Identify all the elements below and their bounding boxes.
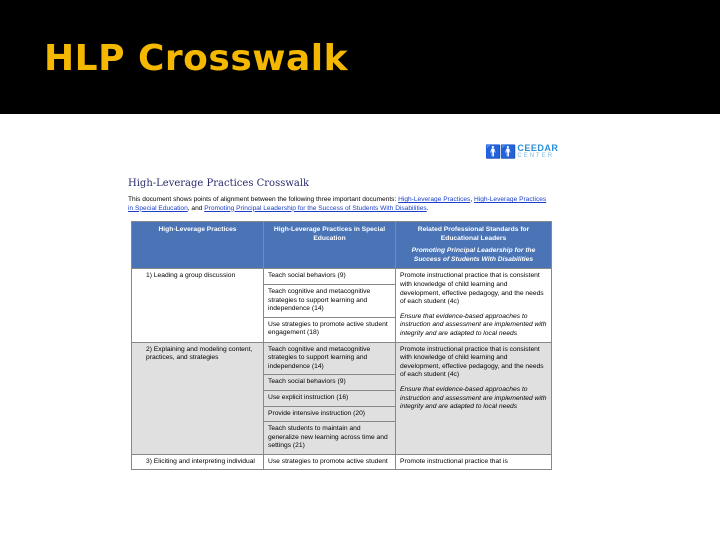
header-standards [396, 222, 552, 269]
practice-cell: 2) Explaining and modeling content, practices, and strategies [132, 342, 264, 454]
table-row [132, 454, 552, 470]
special-ed-cell [264, 342, 396, 454]
header-standards-title: Related Professional Standards for Educational Leaders [417, 226, 530, 242]
table-row [132, 342, 552, 454]
crosswalk-table [131, 221, 552, 470]
standard-cell: Promote instructional practice that is [396, 454, 552, 470]
document-intro [128, 196, 548, 213]
standard-cell [396, 342, 552, 454]
header-hlp: High-Leverage Practices [132, 222, 264, 269]
header-standards-subtitle: Promoting Principal Leadership for the Success of Students With Disabilities [411, 247, 536, 263]
slide-content [0, 114, 720, 540]
intro-prefix: This document shows points of alignment between the following three important documents: [128, 196, 399, 203]
special-ed-item: Teach students to maintain and generalize new learning across time and settings (21) [268, 425, 388, 450]
special-ed-item: Provide intensive instruction (20) [264, 407, 395, 423]
special-ed-cell: Use strategies to promote active student [264, 454, 396, 470]
table-row [132, 269, 552, 342]
intro-suffix: . [426, 204, 429, 212]
intro-sep1: , [470, 196, 474, 203]
link-hlp-special-education[interactable]: High-Leverage Practices in Special Education [128, 196, 547, 212]
document-image [0, 114, 720, 540]
special-ed-cell [264, 269, 396, 342]
ceedar-logo [485, 144, 558, 160]
logo-subtitle: CENTER [517, 153, 555, 159]
standard-italic-text: Ensure that evidence-based approaches to instruction and assessment are implemented with integrity and are adapted to local needs [400, 385, 547, 411]
standard-text: Promote instructional practice that is consistent with knowledge of child learning and development, effective pedagogy, and the needs of each student (4c) [400, 345, 544, 379]
practice-cell: 3) Eliciting and interpreting individual [132, 454, 264, 470]
standard-text: Promote instructional practice that is consistent with knowledge of child learning and development, effective pedagogy, and the needs of each student (4c) [400, 272, 544, 306]
link-high-leverage-practices[interactable]: High-Leverage Practices [398, 196, 471, 203]
intro-sep2: , and [187, 204, 205, 212]
standard-cell [396, 269, 552, 342]
special-ed-item: Teach cognitive and metacognitive strategies to support learning and independence (14) [264, 285, 395, 318]
special-ed-item: Teach cognitive and metacognitive strategies to support learning and independence (14) [264, 343, 395, 376]
special-ed-item: Teach social behaviors (9) [264, 269, 395, 285]
logo-name: CEEDAR [517, 143, 559, 153]
link-principal-leadership[interactable]: Promoting Principal Leadership for the Success of Students With Disabilities [204, 204, 427, 212]
slide-title: HLP Crosswalk [44, 38, 349, 79]
table-header-row [132, 222, 552, 269]
special-ed-item: Use strategies to promote active student engagement (18) [268, 320, 388, 337]
document-heading: High-Leverage Practices Crosswalk [128, 178, 310, 189]
special-ed-item: Use explicit instruction (16) [264, 391, 395, 407]
people-icon: 🚹🚹 [485, 144, 516, 159]
header-hlp-special-ed: High-Leverage Practices in Special Education [264, 222, 396, 269]
special-ed-item: Teach social behaviors (9) [264, 375, 395, 391]
practice-cell: 1) Leading a group discussion [132, 269, 264, 342]
standard-italic-text: Ensure that evidence-based approaches to instruction and assessment are implemented with integrity and are adapted to local needs [400, 312, 547, 337]
